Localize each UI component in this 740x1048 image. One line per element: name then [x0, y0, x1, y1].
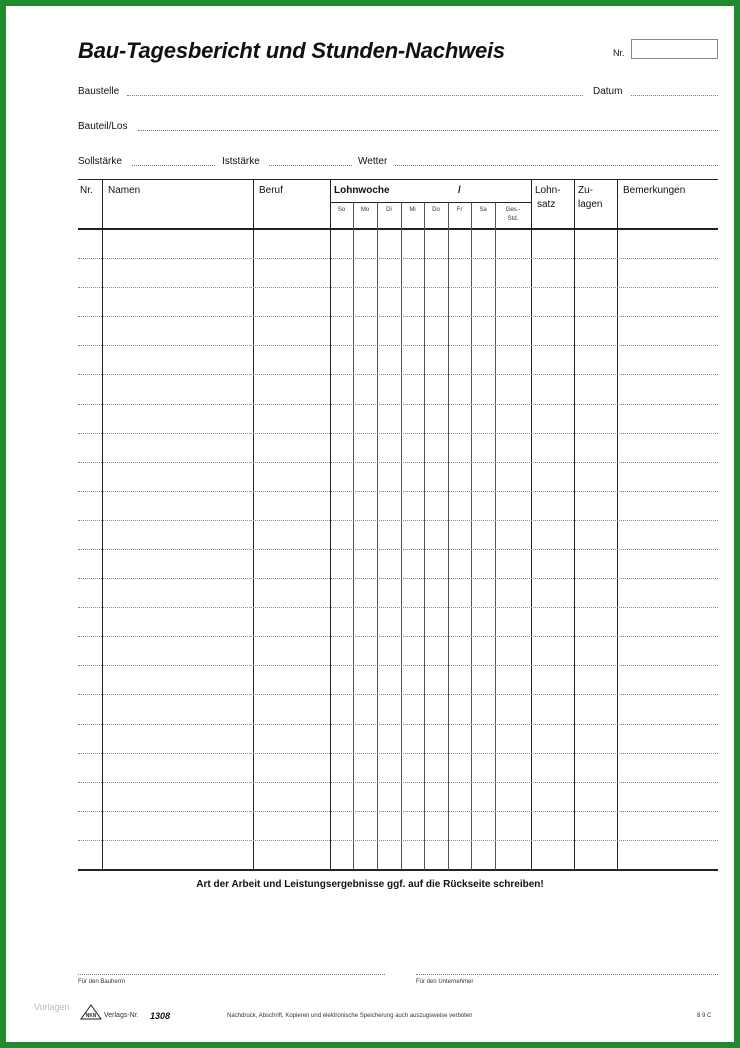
datum-field[interactable] — [631, 95, 718, 96]
day-do: Do — [432, 207, 440, 213]
watermark-text: Vorlagen — [34, 1002, 70, 1012]
table-row[interactable] — [78, 287, 718, 316]
sollstaerke-field[interactable] — [132, 165, 215, 166]
table-row[interactable] — [78, 404, 718, 433]
page-title: Bau-Tagesbericht und Stunden-Nachweis — [78, 38, 505, 63]
table-row[interactable] — [78, 258, 718, 287]
col-namen-header: Namen — [108, 185, 141, 196]
signature-label-bauherr: Für den Bauherrn — [78, 979, 126, 985]
table-row[interactable] — [78, 578, 718, 607]
ges-std-label-2: Std. — [507, 216, 519, 222]
table-row[interactable] — [78, 345, 718, 374]
lohnwoche-sub-rule — [330, 202, 531, 203]
col-lohnsatz-header-1: Lohn- — [535, 185, 561, 196]
day-di: Di — [386, 207, 392, 213]
table-bottom-rule — [78, 869, 718, 871]
table-row[interactable] — [78, 316, 718, 345]
table-row[interactable] — [78, 782, 718, 811]
form-code: 8 9 C — [697, 1013, 712, 1019]
table-row[interactable] — [78, 840, 718, 869]
table-row[interactable] — [78, 229, 718, 258]
table-row[interactable] — [78, 811, 718, 840]
ges-std-label-1: Ges.- — [505, 207, 521, 213]
table-row[interactable] — [78, 491, 718, 520]
col-zulagen-header-2: lagen — [578, 199, 603, 210]
day-sa: Sa — [479, 207, 487, 213]
signature-line-unternehmer[interactable] — [416, 974, 718, 975]
wetter-label: Wetter — [358, 156, 388, 167]
verlag-number: 1308 — [150, 1011, 171, 1021]
table-row[interactable] — [78, 433, 718, 462]
day-fr: Fr — [456, 207, 463, 213]
table-row[interactable] — [78, 520, 718, 549]
copyright-notice: Nachdruck, Abschrift, Kopieren und elektronische Speicherung auch auszugsweise verboten — [227, 1013, 473, 1019]
nr-input-box[interactable] — [631, 39, 718, 59]
table-row[interactable] — [78, 636, 718, 665]
sollstaerke-label: Sollstärke — [78, 156, 122, 167]
table-row[interactable] — [78, 549, 718, 578]
table-row[interactable] — [78, 753, 718, 782]
bauteil-field[interactable] — [138, 130, 718, 131]
table-row[interactable] — [78, 462, 718, 491]
table-row[interactable] — [78, 724, 718, 753]
day-mo: Mo — [360, 207, 370, 213]
instruction-note: Art der Arbeit und Leistungsergebnisse ggf. auf die Rückseite schreiben! — [196, 879, 544, 890]
publisher-logo-icon — [80, 1004, 102, 1020]
col-nr-header: Nr. — [80, 185, 93, 196]
signature-label-unternehmer: Für den Unternehmer — [416, 979, 474, 985]
verlag-label: Verlags-Nr. — [104, 1012, 139, 1019]
logo-letters: NKN — [85, 1013, 97, 1019]
baustelle-field[interactable] — [127, 95, 583, 96]
col-zulagen-header-1: Zu- — [578, 185, 593, 196]
col-bemerkungen-header: Bemerkungen — [623, 185, 686, 196]
col-lohnwoche-header: Lohnwoche — [334, 185, 390, 196]
table-row[interactable] — [78, 607, 718, 636]
baustelle-label: Baustelle — [78, 86, 120, 97]
nr-label: Nr. — [613, 48, 625, 58]
table-top-rule — [78, 179, 718, 180]
lohnwoche-separator: / — [458, 185, 461, 196]
wetter-field[interactable] — [395, 165, 718, 166]
day-mi: Mi — [409, 207, 416, 213]
table-row[interactable] — [78, 665, 718, 694]
day-so: So — [337, 207, 346, 213]
bauteil-label: Bauteil/Los — [78, 121, 128, 132]
table-row[interactable] — [78, 374, 718, 403]
signature-line-bauherr[interactable] — [78, 974, 385, 975]
table-row[interactable] — [78, 694, 718, 723]
iststaerke-field[interactable] — [269, 165, 352, 166]
datum-label: Datum — [593, 86, 623, 97]
col-lohnsatz-header-2: satz — [537, 199, 556, 210]
col-beruf-header: Beruf — [259, 185, 283, 196]
iststaerke-label: Iststärke — [222, 156, 260, 167]
